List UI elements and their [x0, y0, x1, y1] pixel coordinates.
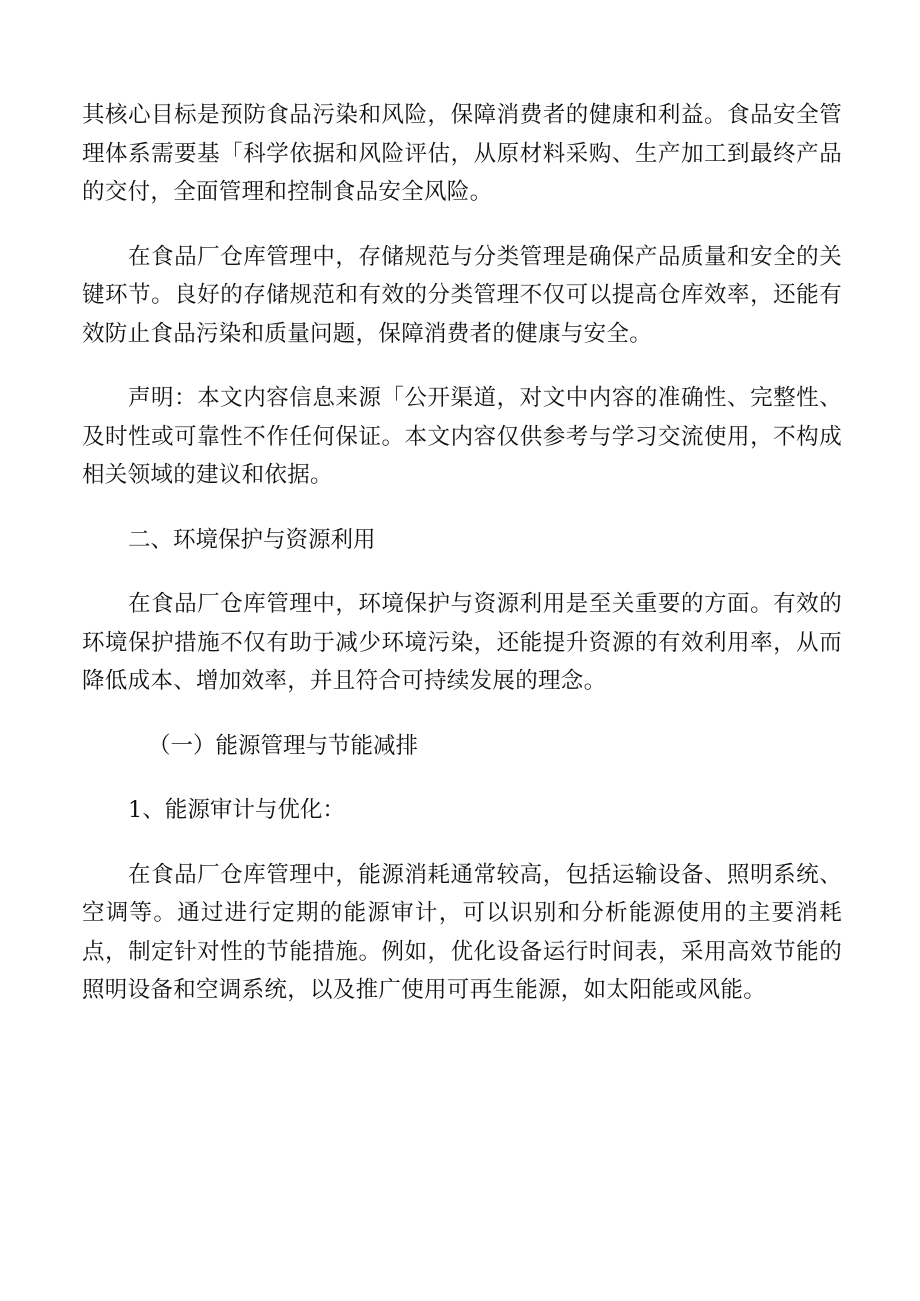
- section-heading-environment: 二、环境保护与资源利用: [128, 526, 376, 553]
- paragraph-environment-resources: 在食品厂仓库管理中，环境保护与资源利用是至关重要的方面。有效的环境保护措施不仅有助于减少环境污染，还能提升资源的有效利用率，从而降低成本、增加效率，并且符合可持续发展的理念。: [82, 591, 842, 694]
- item-heading-energy-audit: 1、能源审计与优化：: [128, 797, 345, 823]
- paragraph-energy-audit: 在食品厂仓库管理中，能源消耗通常较高，包括运输设备、照明系统、空调等。通过进行定期的能源审计，可以识别和分析能源使用的主要消耗点，制定针对性的节能措施。例如，优化设备运行时间表，采用高效节能的照明设备和空调系统，以及推广使用可再生能源，如太阳能或风能。: [82, 861, 842, 1003]
- paragraph-disclaimer: 声明：本文内容信息来源「公开渠道，对文中内容的准确性、完整性、及时性或可靠性不作任何保证。本文内容仅供参考与学习交流使用，不构成相关领域的建议和依据。: [82, 385, 842, 488]
- paragraph-storage-classification: 在食品厂仓库管理中，存储规范与分类管理是确保产品质量和安全的关键环节。良好的存储规范和有效的分类管理不仅可以提高仓库效率，还能有效防止食品污染和质量问题，保障消费者的健康与安全。: [82, 243, 842, 347]
- document-page: [82, 96, 842, 1036]
- subsection-heading-energy: （一）能源管理与节能减排: [148, 732, 419, 759]
- paragraph-food-safety-goal: 其核心目标是预防食品污染和风险，保障消费者的健康和利益。食品安全管理体系需要基「科学依据和风险评估，从原材料采购、生产加工到最终产品的交付，全面管理和控制食品安全风险。: [82, 102, 842, 205]
